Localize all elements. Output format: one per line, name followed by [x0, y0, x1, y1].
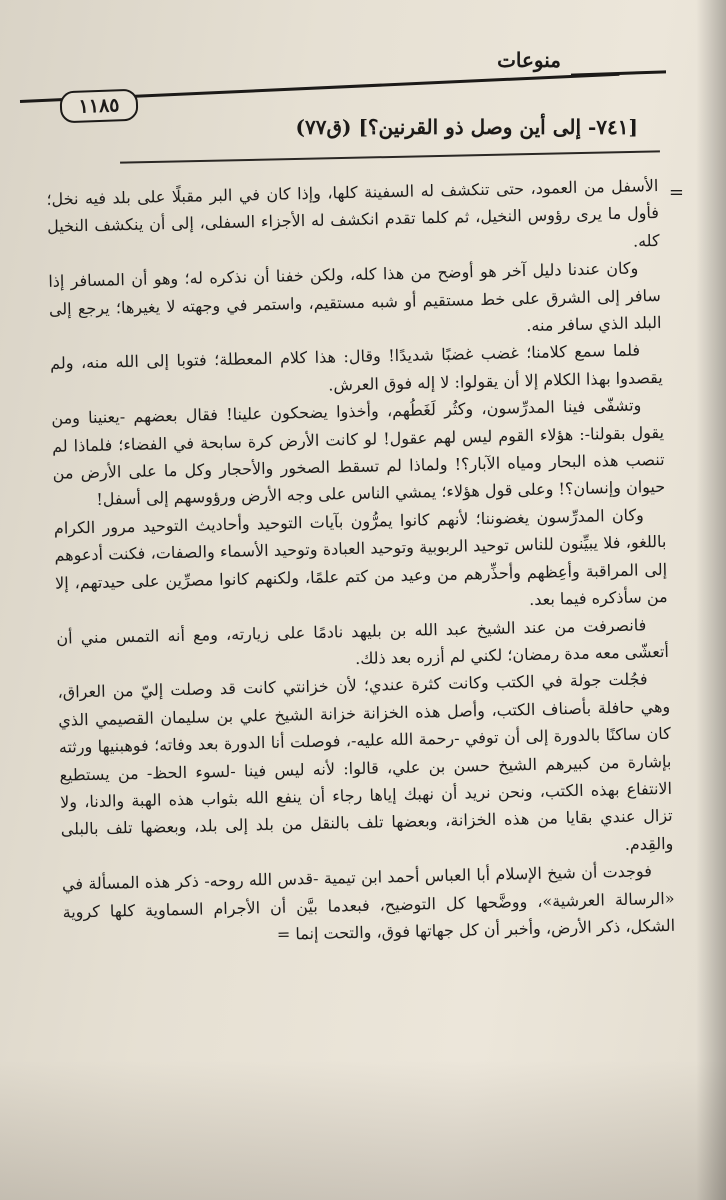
- paragraph: وتشفّى فينا المدرِّسون، وكثُر لَغَطُهم، وأخذوا يضحكون علينا! فقال بعضهم -يعنينا ومن يقول بقولنا-: هؤلاء القوم ليس لهم عقول! لو كانت الأرض كرة سابحة في الفضاء؛ فلماذا لم تنصب هذه البحار ومياه الآبار؟! ولماذا لم تسقط الصخور والأحجار وكل ما على الأرض من حيوان وإنسان؟! وعلى قول هؤلاء؛ يمشي الناس على وجه الأرض ورؤوسهم إلى أسفل!: [51, 395, 666, 510]
- page-bottom-shadow: [0, 1060, 726, 1200]
- paragraph: فانصرفت من عند الشيخ عبد الله بن بليهد نادمًا على زيارته، ومع أنه التمس مني أن أتعشّى معه مدة رمضان؛ لكني لم أزره بعد ذلك.: [56, 614, 670, 668]
- page-edge-shadow: [696, 0, 726, 1200]
- section-heading: [٧٤١- إلى أين وصل ذو القرنين؟] (ق٧٧): [295, 115, 638, 139]
- paragraph: الأسفل من العمود، حتى تنكشف له السفينة كلها، وإذا كان في البر مقبلًا على بلد فيه نخل؛ فأول ما يرى رؤوس النخيل، ثم كلما تقدم انكشف له الأجزاء السفلى، إلى أن ينكشف النخيل كله.: [46, 175, 660, 251]
- continuation-mark: =: [668, 182, 684, 203]
- paragraph: وكان المدرِّسون يغضوننا؛ لأنهم كانوا يمرُّون بآيات التوحيد وأحاديث التوحيد مرور الكرام باللغو، فلا يبيِّنون للناس توحيد الربوبية وتوحيد العبادة وتوحيد الأسماء والصفات، فكنت أدعوهم إلى المراقبة وأعِظهم وأحذِّرهم من وعيد من كتم علمًا، ولكنهم كانوا مصرِّين على حيدتهم، إلا من سأذكره فيما بعد.: [53, 505, 668, 610]
- heading-rule: [120, 150, 660, 163]
- page-number: ١١٨٥: [59, 89, 138, 124]
- paragraph: فجُلت جولة في الكتب وكانت كثرة عندي؛ لأن خزانتي كانت قد وصلت إليّ من العراق، وهي حافلة بأصناف الكتب، وأصل هذه الخزانة خزانة الشيخ علي بن سليمان القصيمي الذي كان ساكنًا بالدورة إلى أن توفي -رحمة الله عليه-، فوصلت أنا الدورة بعد وفاته؛ فوهبنيها ورثته بإشارة من كبيرهم الشيخ حسن بن علي، قالوا: لأنه ليس فينا -لسوء الحظ- من يستطيع الانتفاع بهذه الكتب، ونحن نريد أن نهبك إياها رجاء أن ينفع الله بثواب هذه الهبة والدنا، ولا تزال عندي بقايا من هذه الخزانة، وبعضها تلف بالنقل من بلد إلى بلد، وبعضها تلف بالبلى والقِدم.: [57, 669, 674, 854]
- paragraph: وكان عندنا دليل آخر هو أوضح من هذا كله، ولكن خفنا أن نذكره له؛ وهو أن المسافر إذا سافر إلى الشرق على خط مستقيم أو شبه مستقيم، واستمر في وجهته لا يغيرها؛ يرجع إلى البلد الذي سافر منه.: [48, 258, 662, 336]
- paragraph: فلما سمع كلامنا؛ غضب غضبًا شديدًا! وقال: هذا كلام المعطلة؛ فتوبا إلى الله منه، ولم يقصدوا بهذا الكلام إلا أن يقولوا: لا إله فوق العرش.: [49, 340, 663, 395]
- paragraph: فوجدت أن شيخ الإسلام أبا العباس أحمد ابن تيمية -قدس الله روحه- ذكر هذه المسألة في «الرسالة العرشية»، ووضَّحها كل التوضيح، فبعدما بيَّن أن الأجرام السماوية كلها كروية الشكل، ذكر الأرض، وأخبر أن كل جهاتها فوق، والتحت إنما =: [61, 861, 676, 944]
- body-text: [46, 172, 675, 953]
- running-title: منوعات: [497, 48, 561, 72]
